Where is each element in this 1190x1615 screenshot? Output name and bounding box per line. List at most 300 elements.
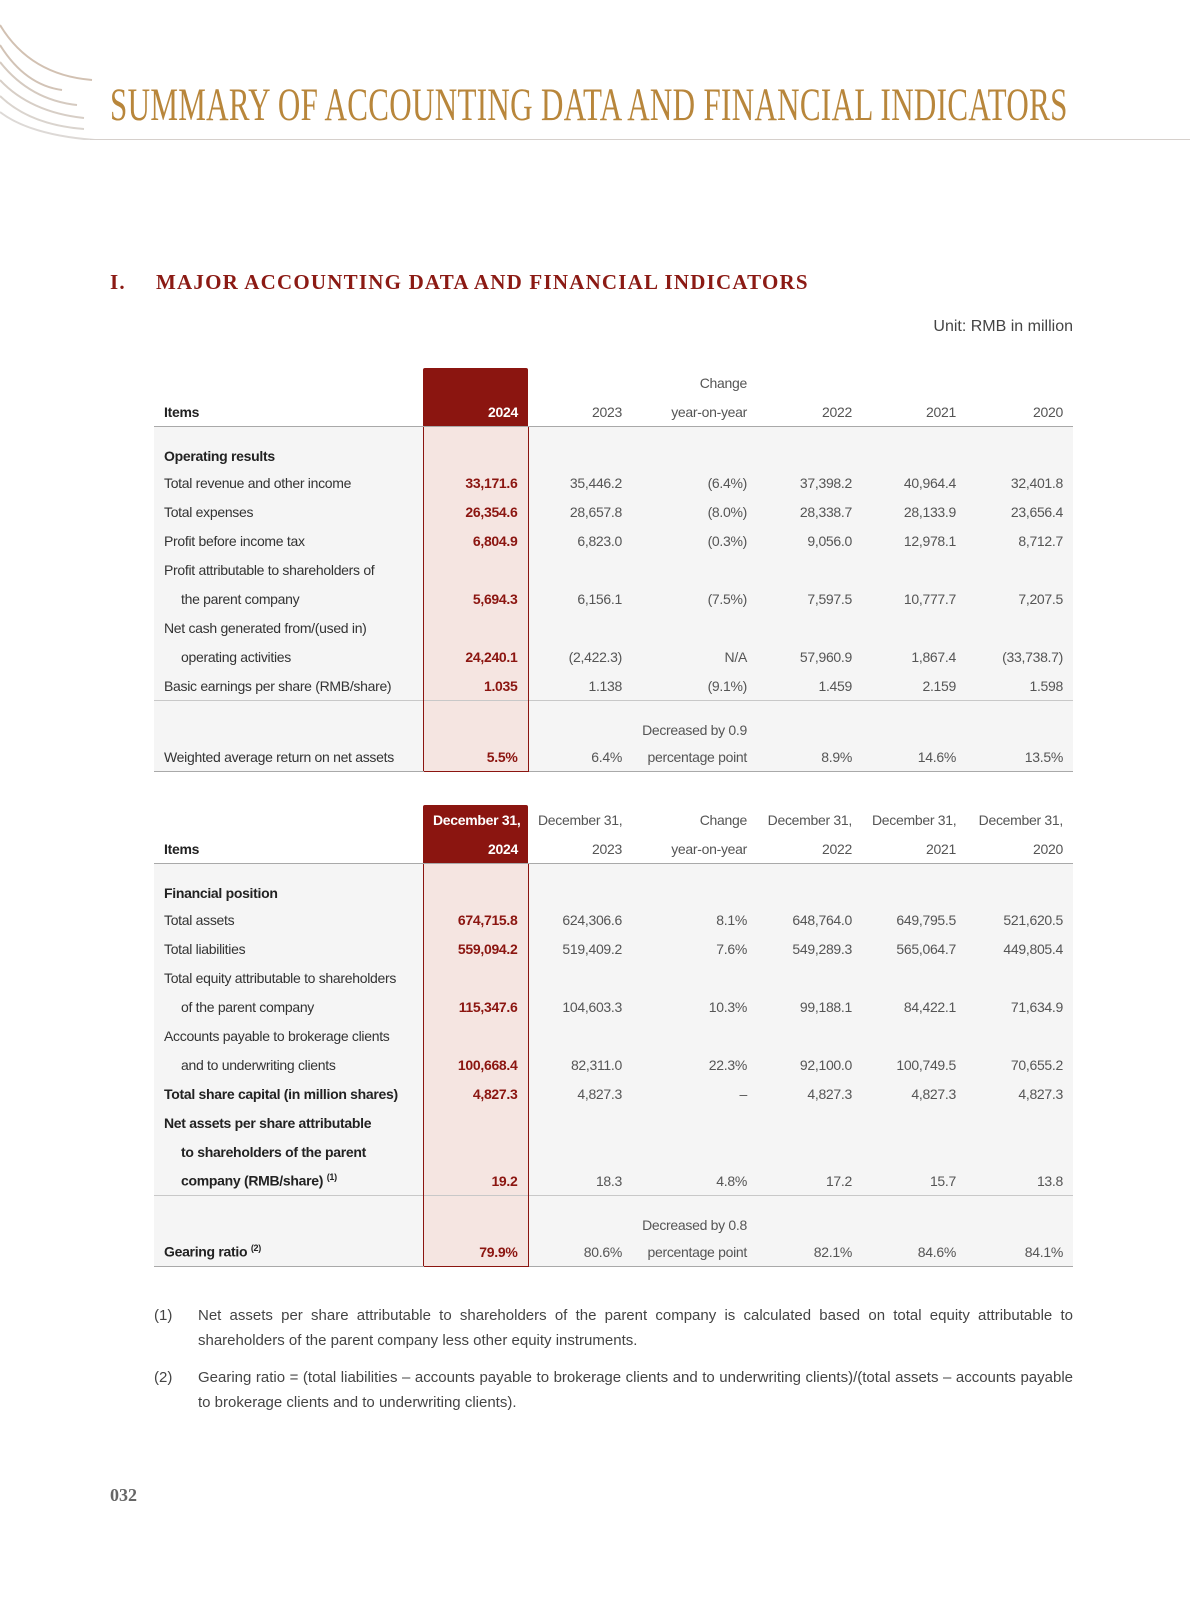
cell-value: 23,656.4: [1010, 503, 1063, 520]
cell-2020: [966, 742, 1073, 772]
cell-value: 100,668.4: [457, 1056, 518, 1073]
cell-2020: [966, 1050, 1073, 1079]
cell-value: 28,657.8: [569, 503, 622, 520]
cell-value: 71,634.9: [1010, 998, 1063, 1015]
financial-position-table: [154, 805, 1073, 1267]
table-row: [154, 642, 1073, 671]
cell-2024: [423, 1079, 528, 1108]
cell-2021: [862, 934, 966, 963]
cell-value: 92,100.0: [799, 1056, 852, 1073]
cell-value: 28,338.7: [799, 503, 852, 520]
cell-value: 115,347.6: [458, 998, 518, 1015]
cell-2020: [966, 701, 1073, 743]
cell-value: 14.6%: [917, 748, 956, 765]
cell-value: 82.1%: [813, 1243, 852, 1260]
cell-2024: [423, 701, 528, 743]
cell-2022: [757, 1021, 862, 1050]
cell-2022: [757, 905, 862, 934]
cell-value: 32,401.8: [1010, 474, 1063, 491]
cell-change: [632, 584, 757, 613]
cell-2021: [862, 864, 966, 906]
cell-2021: [862, 905, 966, 934]
cell-change: [632, 934, 757, 963]
cell-2022: [757, 427, 862, 469]
cell-value: 2.159: [922, 677, 956, 694]
cell-value: 559,094.2: [457, 940, 518, 957]
cell-2024: [423, 468, 528, 497]
cell-2024: [423, 427, 528, 469]
section-title: MAJOR ACCOUNTING DATA AND FINANCIAL INDICATORS: [156, 270, 809, 294]
cell-2021: [862, 1108, 966, 1137]
cell-2022: [757, 864, 862, 906]
page-title: SUMMARY OF ACCOUNTING DATA AND FINANCIAL INDICATORS: [110, 79, 1068, 131]
cell-change: [632, 642, 757, 671]
operating-results-table: [154, 368, 1073, 772]
cell-2023: [528, 584, 632, 613]
cell-2020: [966, 1237, 1073, 1267]
row-label-text: Total liabilities: [164, 940, 246, 957]
cell-change: [632, 963, 757, 992]
cell-value: (0.3%): [707, 532, 747, 549]
page-number: 032: [110, 1485, 137, 1505]
cell-2022: [757, 934, 862, 963]
cell-value: (2,422.3): [568, 648, 622, 665]
cell-value: Decreased by 0.9: [642, 722, 747, 738]
row-label: [154, 555, 423, 584]
table-row: [154, 526, 1073, 555]
cell-2020: [966, 427, 1073, 469]
cell-value: 26,354.6: [465, 503, 518, 520]
header-cell-2023: 2023: [528, 834, 632, 864]
cell-value: 7,207.5: [1018, 590, 1063, 607]
cell-value: 13.5%: [1024, 748, 1063, 765]
cell-2024: [423, 1237, 528, 1267]
cell-2024: [423, 526, 528, 555]
cell-2024: [423, 1108, 528, 1137]
row-label-text: Total share capital (in million shares): [164, 1085, 398, 1102]
cell-value: 4,827.3: [577, 1085, 622, 1102]
cell-2021: [862, 526, 966, 555]
cell-2022: [757, 1050, 862, 1079]
cell-value: 82,311.0: [570, 1056, 622, 1073]
header-cell-2024: 2024: [423, 834, 528, 864]
cell-2020: [966, 1196, 1073, 1238]
cell-2023: [528, 468, 632, 497]
table-row: [154, 1079, 1073, 1108]
row-label: [154, 742, 423, 772]
table-row: [154, 1166, 1073, 1196]
cell-2020: [966, 555, 1073, 584]
decorative-arcs-icon: [0, 0, 100, 140]
cell-value: 4.8%: [716, 1172, 747, 1189]
header-cell-2020: 2020: [966, 397, 1073, 427]
cell-2023: [528, 1079, 632, 1108]
cell-2021: [862, 742, 966, 772]
cell-value: 99,188.1: [799, 998, 852, 1015]
row-label: [154, 1079, 423, 1108]
row-label-text: Weighted average return on net assets: [164, 748, 394, 765]
cell-value: 35,446.2: [569, 474, 622, 491]
cell-2022: [757, 613, 862, 642]
row-label-text: Gearing ratio: [164, 1243, 248, 1260]
cell-change: [632, 671, 757, 701]
table-row: [154, 1050, 1073, 1079]
header-cell-2021: 2021: [862, 397, 966, 427]
row-label: [154, 584, 423, 613]
table-row: [154, 701, 1073, 743]
cell-2022: [757, 671, 862, 701]
cell-value: percentage point: [647, 1243, 747, 1260]
cell-change: [632, 427, 757, 469]
cell-change: [632, 1196, 757, 1238]
cell-2023: [528, 934, 632, 963]
cell-2023: [528, 642, 632, 671]
cell-value: (7.5%): [707, 590, 747, 607]
cell-2023: [528, 613, 632, 642]
table-row: [154, 742, 1073, 772]
cell-value: 100,749.5: [896, 1056, 956, 1073]
header-cell-2021: December 31,: [872, 811, 957, 828]
cell-2021: [862, 468, 966, 497]
row-label: [154, 934, 423, 963]
cell-2021: [862, 497, 966, 526]
row-label-text: to shareholders of the parent: [181, 1143, 366, 1160]
cell-value: 33,171.6: [465, 474, 518, 491]
table-row: [154, 905, 1073, 934]
row-label-text: Net assets per share attributable: [164, 1114, 372, 1131]
row-label: [154, 864, 423, 906]
row-label: [154, 671, 423, 701]
cell-2023: [528, 427, 632, 469]
cell-2024: [423, 497, 528, 526]
footnote-text: Gearing ratio = (total liabilities – accounts payable to brokerage clients and to underwriting clients)/(total assets – accounts payable to brokerage clients and to underwriting clients).: [198, 1369, 1073, 1411]
cell-2023: [528, 1050, 632, 1079]
cell-2020: [966, 584, 1073, 613]
cell-value: 519,409.2: [562, 940, 622, 957]
cell-change: [632, 1079, 757, 1108]
cell-2023: [528, 992, 632, 1021]
cell-2022: [757, 526, 862, 555]
cell-2020: [966, 613, 1073, 642]
row-label: [154, 905, 423, 934]
cell-value: 8.1%: [716, 911, 747, 928]
row-label-text: company (RMB/share): [181, 1172, 324, 1189]
header-cell-2024: 2024: [423, 397, 528, 427]
cell-2021: [862, 963, 966, 992]
cell-value: 6.4%: [591, 748, 622, 765]
cell-value: 8,712.7: [1018, 532, 1063, 549]
row-label: [154, 1108, 423, 1137]
row-label: [154, 1196, 423, 1238]
cell-2020: [966, 905, 1073, 934]
cell-2021: [862, 613, 966, 642]
cell-2022: [757, 1079, 862, 1108]
cell-value: N/A: [724, 648, 747, 665]
cell-value: 7,597.5: [807, 590, 852, 607]
header-cell-2020: 2020: [966, 834, 1073, 864]
cell-2020: [966, 934, 1073, 963]
table-header: [154, 368, 1073, 427]
cell-2020: [966, 1021, 1073, 1050]
cell-value: 84,422.1: [903, 998, 956, 1015]
cell-value: –: [739, 1085, 747, 1102]
cell-value: (33,738.7): [1002, 648, 1063, 665]
cell-2024: [423, 1196, 528, 1238]
cell-value: 84.1%: [1024, 1243, 1063, 1260]
cell-2022: [757, 642, 862, 671]
table-row: [154, 1021, 1073, 1050]
header-cell-2022: 2022: [757, 397, 862, 427]
cell-value: 17.2: [825, 1172, 852, 1189]
cell-2024: [423, 584, 528, 613]
row-label: [154, 701, 423, 743]
cell-2022: [757, 1108, 862, 1137]
cell-change: [632, 497, 757, 526]
row-label: [154, 1237, 423, 1267]
cell-2020: [966, 963, 1073, 992]
cell-value: 1.138: [588, 677, 622, 694]
table-row: [154, 934, 1073, 963]
row-label: [154, 642, 423, 671]
cell-2022: [757, 742, 862, 772]
cell-value: 12,978.1: [903, 532, 956, 549]
cell-2020: [966, 992, 1073, 1021]
cell-change: [632, 1166, 757, 1196]
cell-value: 13.8: [1036, 1172, 1063, 1189]
cell-value: 649,795.5: [896, 911, 956, 928]
cell-2021: [862, 1079, 966, 1108]
header-cell-change: year-on-year: [632, 397, 757, 427]
cell-2020: [966, 468, 1073, 497]
header-cell-2022: 2022: [757, 834, 862, 864]
footnote-number: (2): [154, 1369, 173, 1386]
row-label: [154, 526, 423, 555]
row-label-text: Basic earnings per share (RMB/share): [164, 677, 392, 694]
cell-2022: [757, 584, 862, 613]
cell-value: 648,764.0: [792, 911, 852, 928]
cell-2022: [757, 1237, 862, 1267]
cell-2023: [528, 1196, 632, 1238]
header-cell-2020: [966, 368, 1073, 397]
cell-value: 70,655.2: [1010, 1056, 1063, 1073]
cell-2023: [528, 701, 632, 743]
cell-value: 674,715.8: [457, 911, 518, 928]
row-label-text: Financial position: [164, 885, 278, 901]
table-row: [154, 671, 1073, 701]
cell-value: 22.3%: [708, 1056, 747, 1073]
cell-2020: [966, 864, 1073, 906]
cell-2022: [757, 963, 862, 992]
cell-2024: [423, 1137, 528, 1166]
table-row: [154, 1108, 1073, 1137]
row-label-text: Profit attributable to shareholders of: [164, 561, 375, 578]
cell-2023: [528, 555, 632, 584]
cell-value: 521,620.5: [1003, 911, 1063, 928]
cell-2021: [862, 555, 966, 584]
section-heading: [110, 270, 809, 295]
cell-2020: [966, 1137, 1073, 1166]
header-row: [154, 805, 1073, 834]
row-label: [154, 992, 423, 1021]
unit-label: Unit: RMB in million: [933, 318, 1073, 335]
cell-2023: [528, 864, 632, 906]
row-label: [154, 427, 423, 469]
cell-2023: [528, 742, 632, 772]
row-label: [154, 1137, 423, 1166]
cell-2024: [423, 1166, 528, 1196]
cell-2023: [528, 1137, 632, 1166]
cell-2021: [862, 671, 966, 701]
cell-2020: [966, 642, 1073, 671]
row-label-text: Total revenue and other income: [164, 474, 352, 491]
cell-2024: [423, 963, 528, 992]
cell-value: (6.4%): [707, 474, 747, 491]
cell-2022: [757, 497, 862, 526]
cell-value: 5,694.3: [472, 590, 518, 607]
cell-2022: [757, 555, 862, 584]
cell-2021: [862, 1137, 966, 1166]
cell-2021: [862, 642, 966, 671]
header-cell-2023: [528, 368, 632, 397]
header-cell-item: Items: [154, 834, 423, 864]
cell-value: 4,827.3: [1018, 1085, 1063, 1102]
row-label-text: Total expenses: [164, 503, 254, 520]
cell-2024: [423, 671, 528, 701]
cell-2024: [423, 905, 528, 934]
table-row: [154, 584, 1073, 613]
cell-value: 549,289.3: [792, 940, 852, 957]
cell-2024: [423, 742, 528, 772]
cell-2023: [528, 497, 632, 526]
table-row: [154, 497, 1073, 526]
footnote-1: [154, 1303, 1073, 1353]
cell-2020: [966, 526, 1073, 555]
cell-value: 565,064.7: [896, 940, 956, 957]
cell-2020: [966, 1079, 1073, 1108]
cell-value: 7.6%: [716, 940, 747, 957]
cell-value: 37,398.2: [799, 474, 852, 491]
header-cell-change: Change: [699, 811, 747, 828]
cell-2022: [757, 701, 862, 743]
cell-value: (8.0%): [707, 503, 747, 520]
row-label: [154, 963, 423, 992]
row-label: [154, 497, 423, 526]
cell-2024: [423, 934, 528, 963]
cell-value: 4,827.3: [911, 1085, 956, 1102]
cell-value: 1.035: [483, 677, 518, 694]
row-label-text: Total equity attributable to shareholders: [164, 969, 397, 986]
cell-value: 57,960.9: [799, 648, 852, 665]
footnote-2: [154, 1365, 1073, 1415]
cell-value: 449,805.4: [1003, 940, 1063, 957]
header-row: [154, 834, 1073, 864]
header-row: [154, 397, 1073, 427]
cell-value: 15.7: [929, 1172, 956, 1189]
header-cell-change: year-on-year: [632, 834, 757, 864]
table-row: [154, 992, 1073, 1021]
footnote-number: (1): [154, 1307, 173, 1324]
cell-2023: [528, 905, 632, 934]
cell-2023: [528, 526, 632, 555]
cell-value: 1,867.4: [911, 648, 956, 665]
cell-2023: [528, 1021, 632, 1050]
row-label-text: Net cash generated from/(used in): [164, 619, 367, 636]
cell-value: 24,240.1: [465, 648, 518, 665]
cell-value: 1.459: [818, 677, 852, 694]
cell-2022: [757, 1137, 862, 1166]
cell-value: 624,306.6: [562, 911, 622, 928]
cell-change: [632, 555, 757, 584]
cell-change: [632, 1108, 757, 1137]
cell-2024: [423, 1021, 528, 1050]
table-body: [154, 427, 1073, 772]
table-header: [154, 805, 1073, 864]
header-cell-2024: [423, 368, 528, 397]
table-row: [154, 555, 1073, 584]
row-label-text: Profit before income tax: [164, 532, 305, 549]
title-divider: [90, 139, 1190, 140]
cell-change: [632, 468, 757, 497]
cell-change: [632, 1050, 757, 1079]
cell-change: [632, 613, 757, 642]
cell-value: 6,823.0: [577, 532, 622, 549]
header-cell-item: Items: [154, 397, 423, 427]
header-cell-2024: December 31,: [423, 805, 528, 834]
cell-2021: [862, 1166, 966, 1196]
cell-2024: [423, 1050, 528, 1079]
cell-value: 9,056.0: [807, 532, 852, 549]
cell-value: 40,964.4: [903, 474, 956, 491]
cell-change: [632, 526, 757, 555]
cell-value: 28,133.9: [903, 503, 956, 520]
row-label: [154, 468, 423, 497]
cell-change: [632, 1021, 757, 1050]
header-cell-2023: 2023: [528, 397, 632, 427]
row-label-text: Accounts payable to brokerage clients: [164, 1027, 390, 1044]
cell-2023: [528, 1237, 632, 1267]
cell-2024: [423, 864, 528, 906]
header-cell-item: [154, 805, 423, 834]
cell-2022: [757, 992, 862, 1021]
cell-2021: [862, 584, 966, 613]
cell-value: 80.6%: [583, 1243, 622, 1260]
cell-value: 19.2: [491, 1172, 518, 1189]
row-label-text: and to underwriting clients: [181, 1056, 336, 1073]
table-body: [154, 864, 1073, 1267]
table-row: [154, 1196, 1073, 1238]
cell-change: [632, 864, 757, 906]
table-row: [154, 1237, 1073, 1267]
cell-value: 104,603.3: [562, 998, 622, 1015]
cell-2020: [966, 671, 1073, 701]
cell-value: 79.9%: [479, 1243, 518, 1260]
header-cell-2021: [862, 368, 966, 397]
cell-2020: [966, 1108, 1073, 1137]
header-cell-2020: December 31,: [978, 811, 1063, 828]
row-label-text: of the parent company: [181, 998, 315, 1015]
cell-2021: [862, 701, 966, 743]
cell-2023: [528, 1108, 632, 1137]
cell-value: 4,827.3: [472, 1085, 518, 1102]
cell-2022: [757, 1196, 862, 1238]
cell-change: [632, 1237, 757, 1267]
header-cell-2022: December 31,: [767, 811, 852, 828]
cell-change: [632, 1137, 757, 1166]
cell-2023: [528, 1166, 632, 1196]
cell-2024: [423, 642, 528, 671]
row-label: [154, 613, 423, 642]
cell-2020: [966, 497, 1073, 526]
